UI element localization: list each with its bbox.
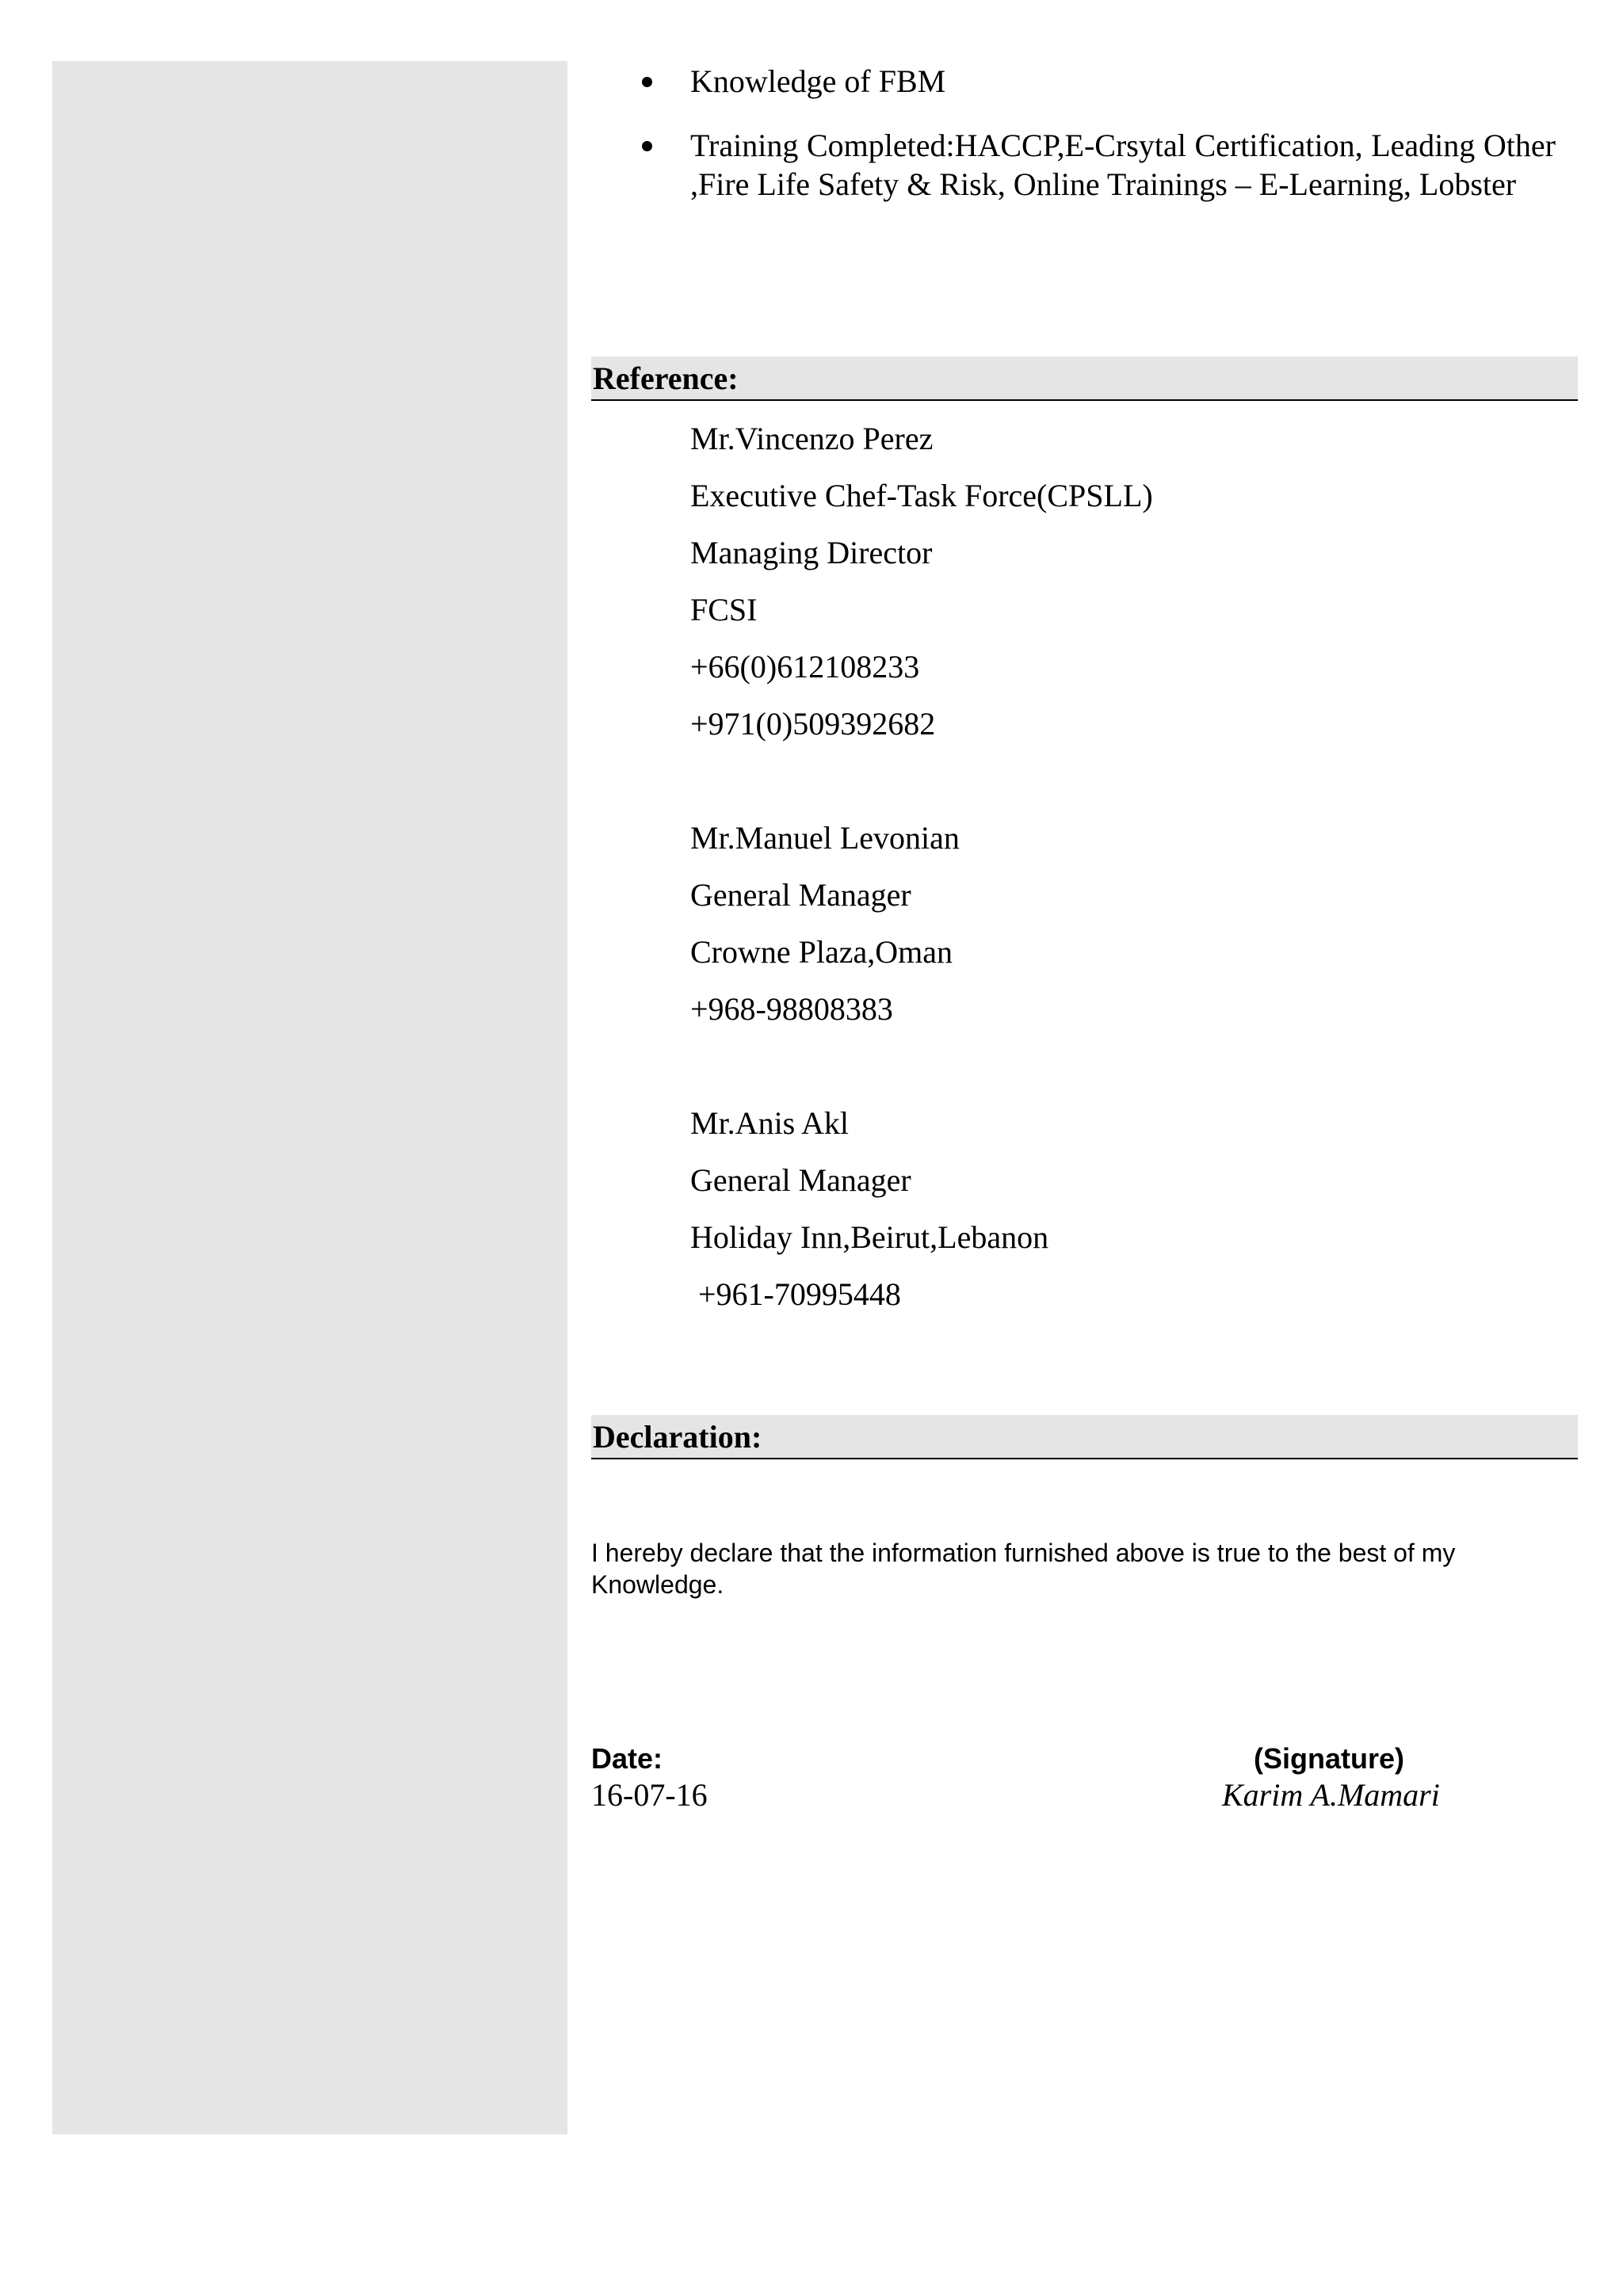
reference-line: Mr.Anis Akl (690, 1105, 850, 1141)
reference-line: +971(0)509392682 (690, 706, 936, 742)
reference-line: Managing Director (690, 535, 933, 570)
list-item (591, 62, 1578, 101)
declaration-text: I hereby declare that the information furnished above is true to the best of my Knowledge. (591, 1539, 1456, 1599)
date-value: 16-07-16 (591, 1777, 708, 1813)
reference-line: +961-70995448 (690, 1276, 901, 1312)
reference-line: +66(0)612108233 (690, 649, 920, 685)
reference-line: Mr.Vincenzo Perez (690, 421, 934, 456)
reference-line: +968-98808383 (690, 991, 893, 1027)
reference-line: Mr.Manuel Levonian (690, 820, 960, 856)
reference-line: General Manager (690, 1162, 911, 1198)
signature-label: (Signature) (1254, 1742, 1405, 1775)
declaration-heading: Declaration: (591, 1415, 1578, 1459)
sidebar-panel (52, 61, 567, 2134)
bullet-icon (642, 77, 652, 87)
skills-list (591, 62, 1578, 229)
reference-spacer (690, 1038, 1562, 1095)
reference-heading: Reference: (591, 357, 1578, 401)
date-label: Date: (591, 1742, 663, 1775)
reference-spacer (690, 753, 1562, 810)
reference-line: General Manager (690, 877, 911, 913)
bullet-icon (642, 141, 652, 151)
reference-line: Executive Chef-Task Force(CPSLL) (690, 478, 1153, 513)
reference-line: Crowne Plaza,Oman (690, 934, 953, 970)
reference-line: FCSI (690, 592, 758, 627)
skill-text: Knowledge of FBM (690, 63, 946, 99)
resume-content (591, 0, 1578, 2296)
reference-list (690, 410, 1562, 1323)
skill-text: Training Completed:HACCP,E-Crsytal Certification, Leading Other ,Fire Life Safety & Risk, Online Trainings – E-Learning, Lobster (690, 128, 1556, 202)
reference-line: Holiday Inn,Beirut,Lebanon (690, 1219, 1049, 1255)
list-item (591, 126, 1578, 204)
signature-name: Karim A.Mamari (1222, 1777, 1440, 1813)
